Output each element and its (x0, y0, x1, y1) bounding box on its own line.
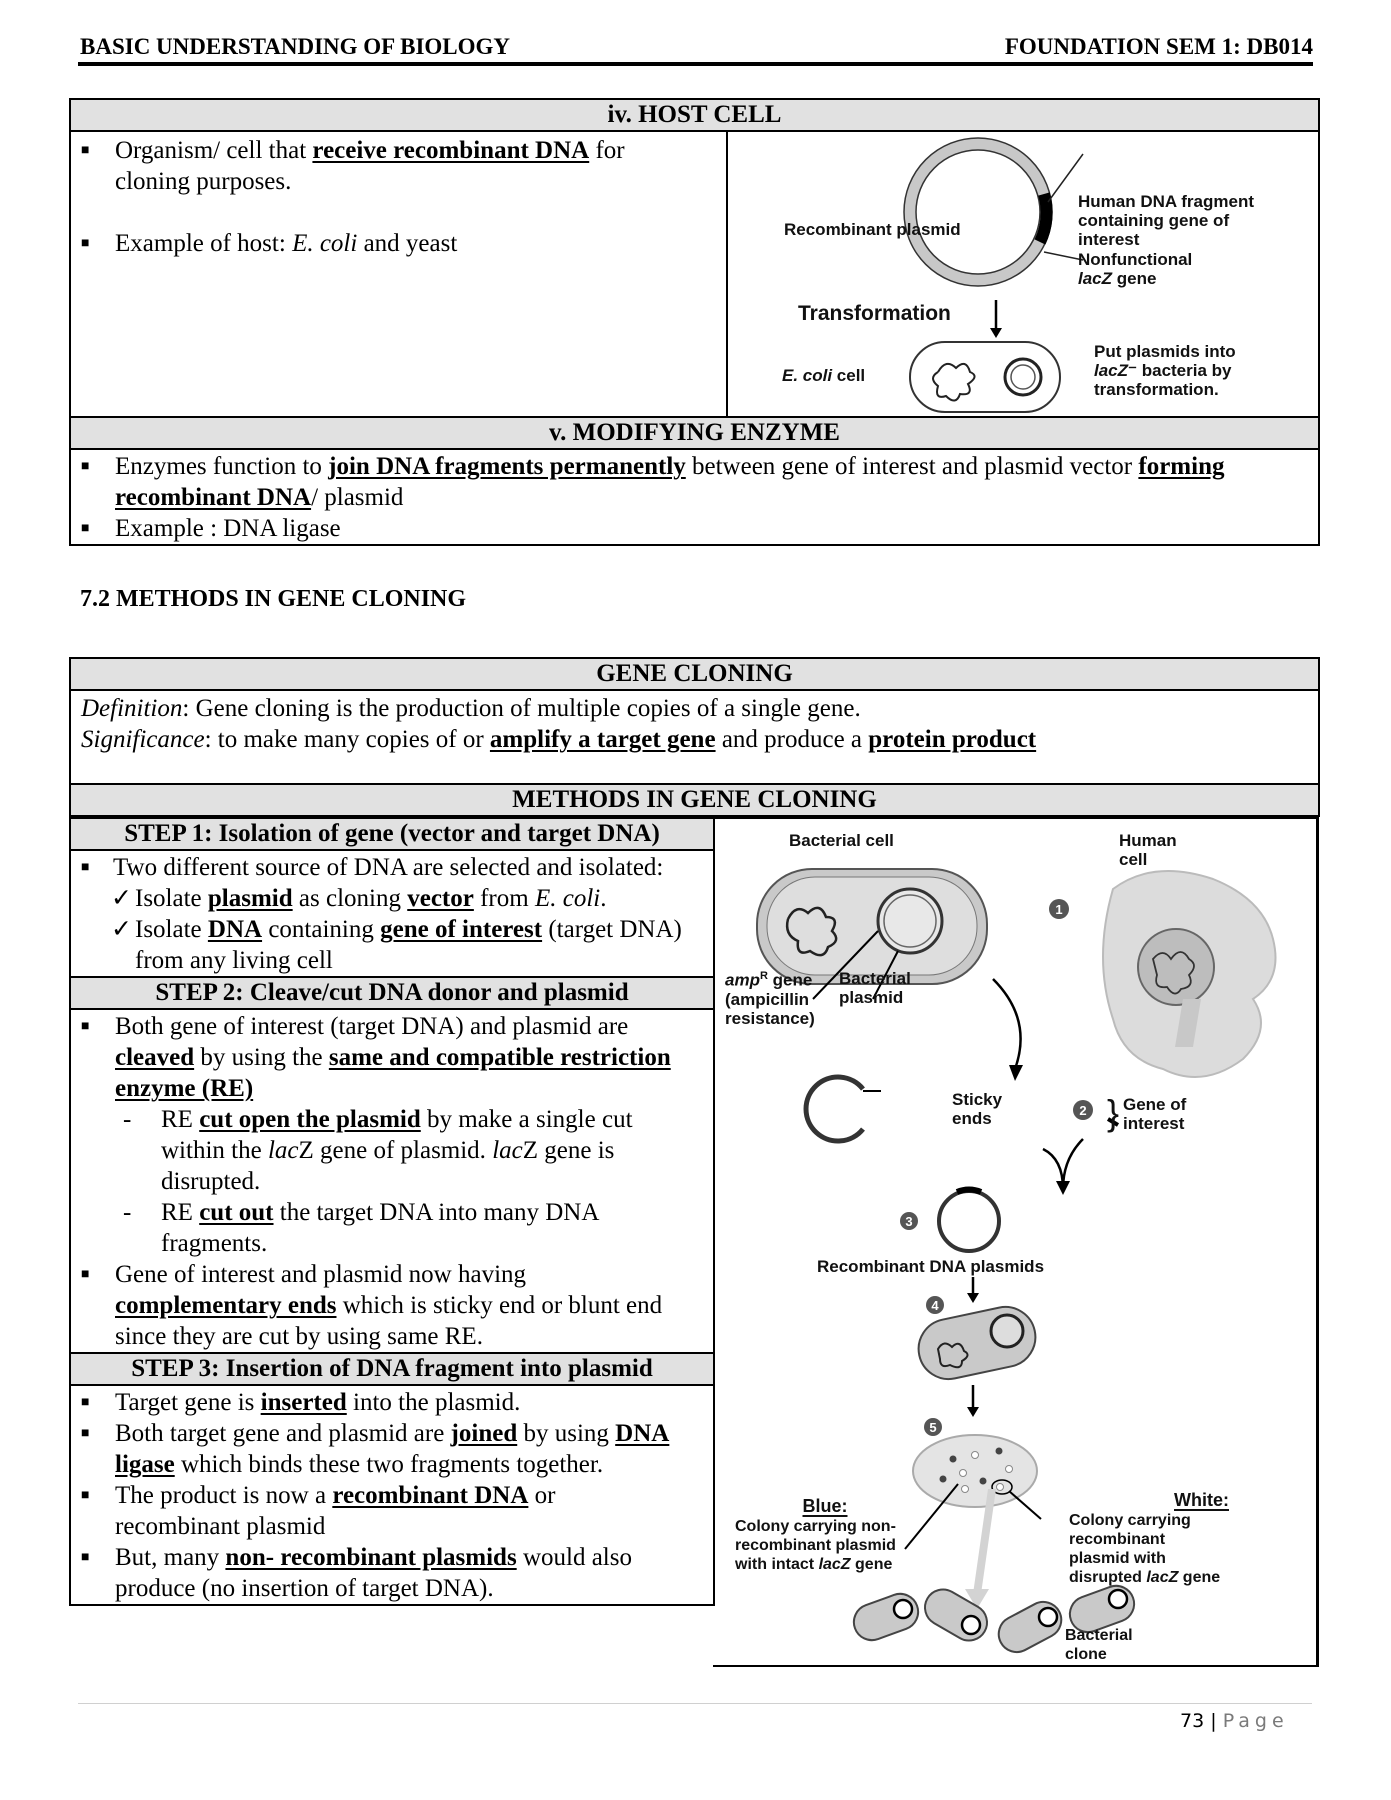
check-icon: ✓ (111, 885, 132, 912)
list-item: ✓ Isolate DNA containing gene of interest (target DNA) from any living cell (71, 914, 713, 976)
bullet-icon: ■ (81, 1488, 90, 1503)
bullet-icon: ■ (81, 1267, 90, 1282)
bullet-icon: ■ (81, 521, 90, 536)
host-cell-figure (727, 131, 1319, 417)
methods-heading: METHODS IN GENE CLONING (70, 784, 1319, 816)
step1-heading: STEP 1: Isolation of gene (vector and target DNA) (70, 818, 714, 850)
step-number-4: 4 (931, 1298, 939, 1313)
label-bacterial-plasmid: Bacterial plasmid (839, 969, 911, 1007)
step2-body (70, 1009, 714, 1353)
bullet-icon: ■ (81, 1426, 90, 1441)
arrow-icon (993, 979, 1021, 1069)
label-human-cell: Human cell (1119, 831, 1177, 869)
bullet-icon: ■ (81, 459, 90, 474)
gene-cloning-heading: GENE CLONING (70, 658, 1319, 690)
label-white-colony: White: Colony carrying recombinant plasmid with disrupted lacZ gene (1069, 1490, 1229, 1586)
label-bacterial-cell: Bacterial cell (789, 831, 894, 850)
dash-marker: - (123, 1106, 132, 1133)
page-footer (1180, 1710, 1289, 1732)
bullet-icon: ■ (81, 1395, 90, 1410)
label-gene-of-interest: } Gene of interest (1107, 1092, 1187, 1133)
bacterial-plasmid (878, 889, 942, 953)
transformed-cell (913, 1301, 1041, 1384)
label-recombinant-plasmids: Recombinant DNA plasmids (817, 1257, 1045, 1276)
page-number: 73 (1180, 1710, 1205, 1732)
running-header-right: FOUNDATION SEM 1: DB014 (1004, 34, 1313, 59)
modifying-enzyme-text (70, 449, 1319, 545)
list-item: ✓ Isolate plasmid as cloning vector from E. coli. (71, 883, 713, 914)
bullet-icon: ■ (81, 236, 90, 251)
list-item: ■ But, many non- recombinant plasmids would also produce (no insertion of target DNA). (71, 1542, 713, 1604)
label-blue-colony: Blue: Colony carrying non- recombinant plasmid with intact lacZ gene (735, 1496, 896, 1573)
steps-table (69, 817, 715, 1606)
modifying-enzyme-heading: v. MODIFYING ENZYME (70, 417, 1319, 449)
step-number-5: 5 (929, 1420, 937, 1435)
plasmid-ring (910, 144, 1046, 280)
bullet-icon: ■ (81, 1550, 90, 1565)
bullet-icon: ■ (81, 1019, 90, 1034)
cut-plasmid (806, 1077, 863, 1141)
dash-marker: - (123, 1199, 132, 1226)
label-bacterial-clone: Bacterial clone (1065, 1627, 1133, 1663)
step3-body (70, 1385, 714, 1605)
header-rule (78, 62, 1313, 66)
label-ecoli-cell: E. coli cell (782, 366, 866, 385)
step-marker-2 (1073, 1100, 1093, 1120)
gene-cloning-table (69, 657, 1320, 817)
host-cell-heading: iv. HOST CELL (70, 99, 1319, 131)
step-marker-5 (924, 1418, 942, 1436)
step-marker-3 (900, 1212, 918, 1230)
page-label: Page (1222, 1710, 1289, 1732)
human-dna-insert (1040, 194, 1047, 242)
list-item: ■ Gene of interest and plasmid now having complementary ends which is sticky end or blunt end since they are cut by using same RE. (71, 1259, 713, 1352)
host-cell-table (69, 98, 1320, 546)
step3-heading: STEP 3: Insertion of DNA fragment into plasmid (70, 1353, 714, 1385)
bullet-icon: ■ (81, 143, 90, 158)
list-item: ■ Both target gene and plasmid are joined by using DNA ligase which binds these two fragments together. (71, 1418, 713, 1480)
step-marker-4 (926, 1296, 944, 1314)
host-cell-text (70, 131, 727, 417)
list-item: ■ Two different source of DNA are selected and isolated: (71, 852, 713, 883)
recombinant-plasmid (939, 1191, 999, 1251)
check-icon: ✓ (111, 916, 132, 943)
gene-cloning-figure (713, 817, 1319, 1667)
step-marker-1 (1049, 899, 1069, 919)
list-item: - RE cut open the plasmid by make a single cut within the lacZ gene of plasmid. lacZ gene is disrupted. (71, 1104, 713, 1197)
running-header-left: BASIC UNDERSTANDING OF BIOLOGY (80, 34, 511, 59)
step1-body (70, 850, 714, 977)
label-ampr-gene: amp$^R$ gene (ampicillin resistance) (725, 970, 815, 1028)
footer-rule (78, 1703, 1312, 1704)
list-item: ■ Example of host: E. coli and yeast (71, 228, 726, 259)
step-number-3: 3 (905, 1214, 913, 1229)
list-item: ■ Organism/ cell that receive recombinant DNA for cloning purposes. (71, 135, 726, 197)
label-nonfunctional-lacz: Nonfunctional lacZ gene (1078, 250, 1193, 288)
step2-heading: STEP 2: Cleave/cut DNA donor and plasmid (70, 977, 714, 1009)
section-title: 7.2 METHODS IN GENE CLONING (80, 586, 467, 612)
step-number-1: 1 (1055, 902, 1063, 917)
step-number-2: 2 (1079, 1103, 1087, 1118)
label-recombinant-plasmid: Recombinant plasmid (784, 220, 961, 239)
label-sticky-ends: Sticky ends (952, 1090, 1003, 1128)
list-item: ■ Both gene of interest (target DNA) and plasmid are cleaved by using the same and compatible restriction enzyme (RE) (71, 1011, 713, 1104)
list-item: - RE cut out the target DNA into many DNA fragments. (71, 1197, 713, 1259)
label-transformation: Transformation (798, 302, 951, 325)
label-human-dna: Human DNA fragment containing gene of interest (1078, 192, 1254, 249)
list-item: ■ Example : DNA ligase (71, 513, 1318, 544)
list-item: ■ Target gene is inserted into the plasmid. (71, 1387, 713, 1418)
bullet-icon: ■ (81, 860, 90, 875)
list-item: ■ Enzymes function to join DNA fragments permanently between gene of interest and plasmid vector forming recombinant DNA/ plasmid (71, 451, 1318, 513)
gene-cloning-definition: Definition: Gene cloning is the production of multiple copies of a single gene. Significance: to make many copies of or amplify a target gene and produce a protein product (70, 690, 1319, 784)
label-put-plasmids: Put plasmids into lacZ⁻ bacteria by transformation. (1094, 342, 1236, 399)
page-separator: | (1210, 1710, 1217, 1732)
list-item: ■ The product is now a recombinant DNA or recombinant plasmid (71, 1480, 713, 1542)
